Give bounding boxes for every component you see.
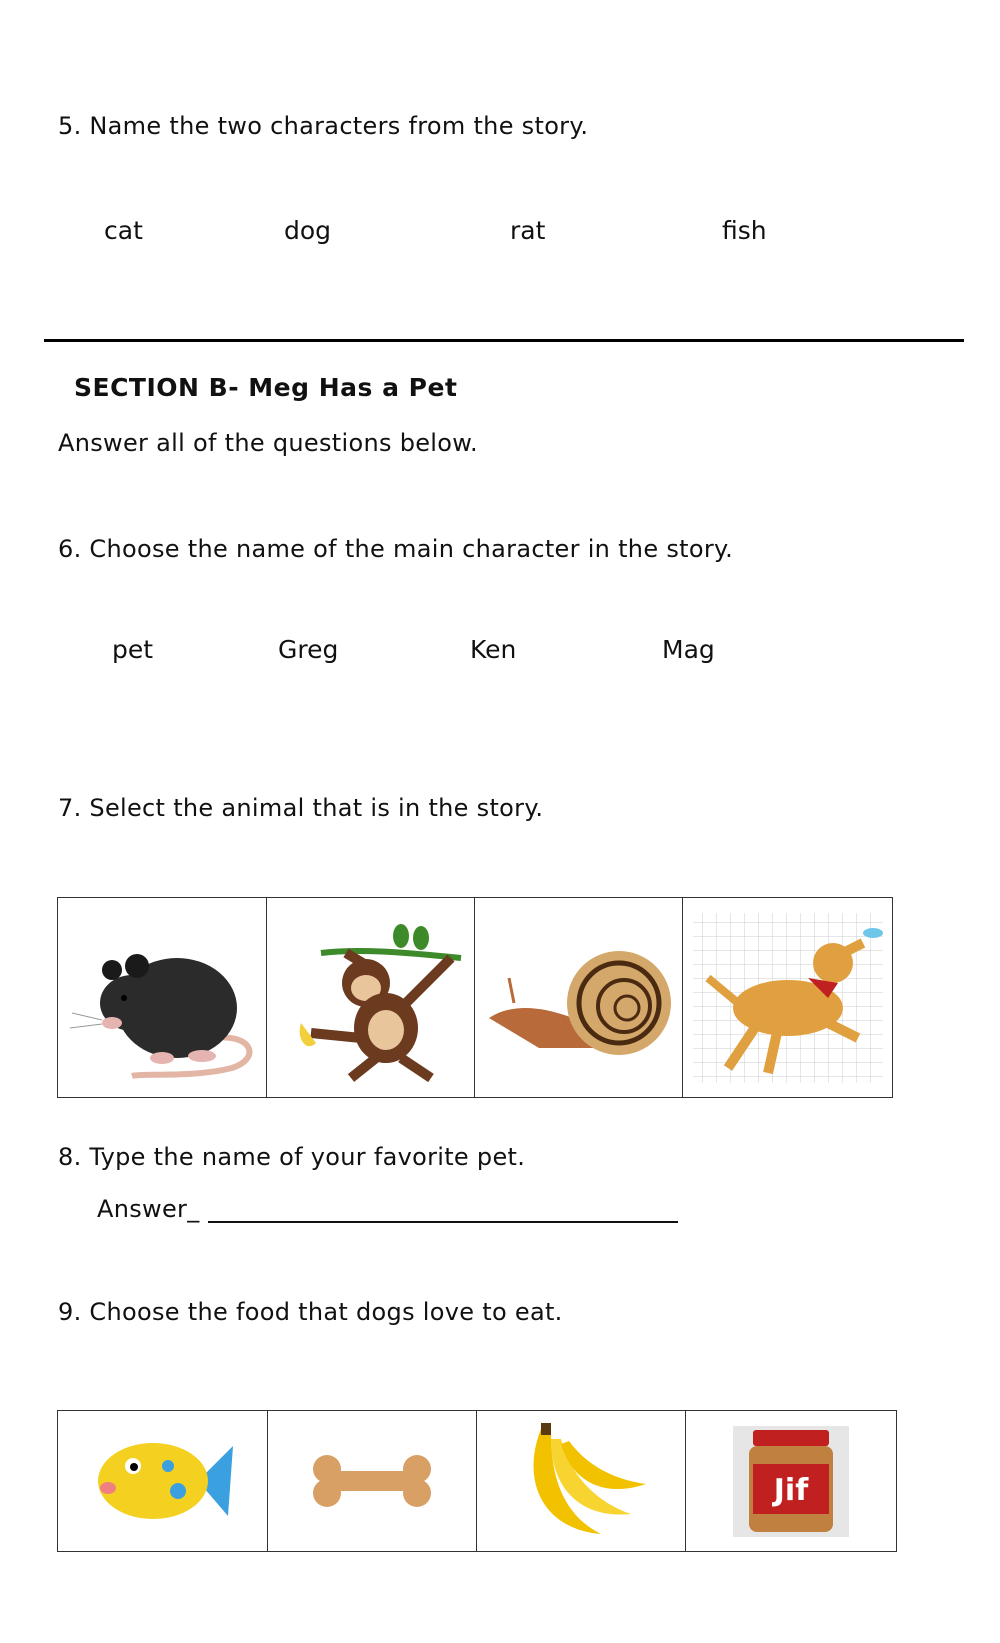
dog-icon: [688, 908, 888, 1088]
q9-choice-fish[interactable]: [58, 1411, 268, 1551]
snail-icon: [479, 908, 679, 1088]
section-divider: [44, 339, 964, 342]
question-5: 5. Name the two characters from the story.: [58, 112, 589, 140]
q6-option-pet[interactable]: pet: [112, 635, 154, 664]
q9-choice-peanut-butter[interactable]: [686, 1411, 896, 1551]
section-b-instruction: Answer all of the questions below.: [58, 429, 478, 457]
q5-option-cat[interactable]: cat: [104, 216, 143, 245]
banana-icon: [511, 1419, 651, 1544]
question-7: 7. Select the animal that is in the story.: [58, 794, 544, 822]
q9-image-grid: [57, 1410, 897, 1552]
fish-icon: [88, 1426, 238, 1536]
q9-choice-bone[interactable]: [268, 1411, 477, 1551]
question-8: 8. Type the name of your favorite pet.: [58, 1143, 526, 1171]
q7-choice-monkey[interactable]: [267, 898, 475, 1097]
q6-option-ken[interactable]: Ken: [470, 635, 517, 664]
q5-option-fish[interactable]: fish: [722, 216, 767, 245]
q5-option-rat[interactable]: rat: [510, 216, 546, 245]
answer-label: Answer_: [97, 1195, 200, 1223]
rat-icon: [62, 908, 262, 1088]
q9-choice-banana[interactable]: [477, 1411, 686, 1551]
question-9: 9. Choose the food that dogs love to eat.: [58, 1298, 563, 1326]
monkey-icon: [271, 908, 471, 1088]
q6-option-greg[interactable]: Greg: [278, 635, 339, 664]
q7-choice-rat[interactable]: [58, 898, 267, 1097]
question-6: 6. Choose the name of the main character in the story.: [58, 535, 733, 563]
q7-choice-snail[interactable]: [475, 898, 683, 1097]
section-b-title: SECTION B- Meg Has a Pet: [74, 373, 458, 402]
answer-line[interactable]: [208, 1221, 678, 1223]
q5-option-dog[interactable]: dog: [284, 216, 332, 245]
bone-icon: [307, 1451, 437, 1511]
q6-option-mag[interactable]: Mag: [662, 635, 715, 664]
peanut-butter-jar-icon: [731, 1424, 851, 1539]
q7-image-grid: [57, 897, 893, 1098]
q7-choice-dog[interactable]: [683, 898, 892, 1097]
jar-label: Jif: [773, 1472, 809, 1508]
